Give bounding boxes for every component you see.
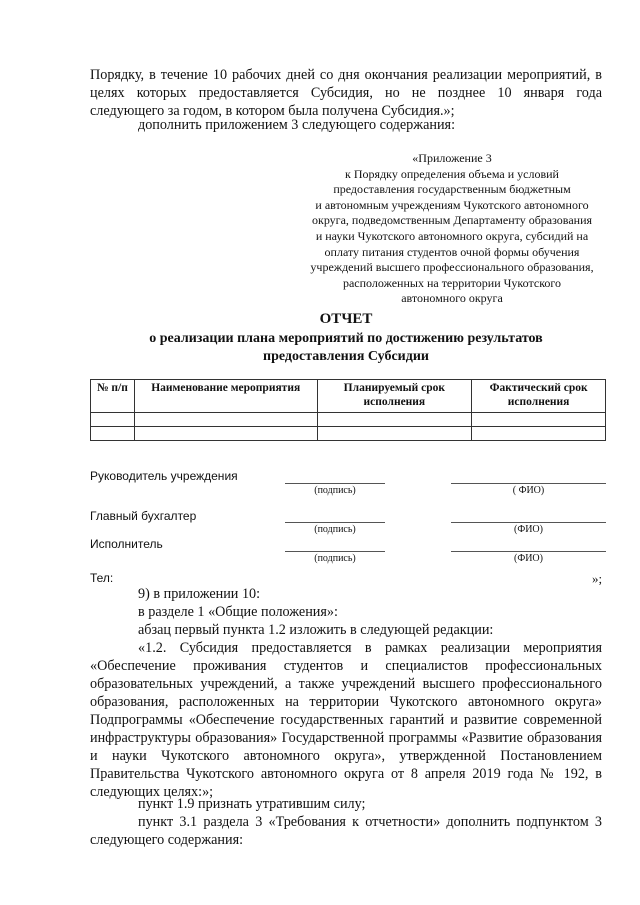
section-1-line: в разделе 1 «Общие положения»:: [138, 604, 338, 620]
point-3-1: пункт 3.1 раздела 3 «Требования к отчетности» дополнить подпунктом 3 следующего содержания:: [90, 814, 602, 848]
column-header-planned: Планируемый срок исполнения: [317, 380, 472, 413]
accountant-sign-caption: (подпись): [314, 524, 356, 535]
appendix-line: предоставления государственным бюджетным: [333, 182, 571, 197]
head-label: Руководитель учреждения: [90, 469, 238, 483]
appendix-line: расположенных на территории Чукотского: [342, 275, 562, 290]
head-sign-caption: (подпись): [314, 485, 356, 496]
table-cell[interactable]: [91, 427, 135, 441]
executor-fio-line[interactable]: [451, 551, 606, 552]
head-fio-caption: ( ФИО): [512, 485, 545, 496]
report-table: [90, 379, 606, 441]
report-subtitle-line2: предоставления Субсидии: [263, 349, 429, 364]
appendix-line: оплату питания студентов очной формы обучения: [324, 244, 580, 259]
point-1-9: пункт 1.9 признать утратившим силу;: [138, 796, 366, 812]
item-9: 9) в приложении 10:: [138, 586, 261, 602]
appendix-line: округа, подведомственным Департаменту образования: [311, 213, 593, 228]
head-fio-line[interactable]: [451, 483, 606, 484]
abzac-line: абзац первый пункта 1.2 изложить в следующей редакции:: [138, 622, 494, 638]
head-sign-line[interactable]: [285, 483, 385, 484]
appendix-line: и науки Чукотского автономного округа, субсидий на: [315, 228, 589, 243]
accountant-fio-caption: (ФИО): [513, 524, 543, 535]
executor-fio-caption: (ФИО): [513, 553, 543, 564]
column-header-number: № п/п: [91, 380, 135, 413]
accountant-fio-line[interactable]: [451, 522, 606, 523]
appendix-line: учреждений высшего профессионального образования,: [310, 260, 594, 275]
executor-sign-caption: (подпись): [314, 553, 356, 564]
accountant-sign-line[interactable]: [285, 522, 385, 523]
report-subtitle-line1: о реализации плана мероприятий по достижению результатов: [149, 331, 543, 346]
table-cell[interactable]: [134, 427, 317, 441]
table-cell[interactable]: [317, 427, 472, 441]
table-header-row: [91, 380, 606, 413]
table-row: [91, 427, 606, 441]
table-cell[interactable]: [472, 427, 606, 441]
appendix-block: [296, 151, 608, 307]
paragraph-1-2: «1.2. Субсидия предоставляется в рамках реализации мероприятия «Обеспечение проживания студентов и специалистов профессиональных образовательных учреждений, а также учреждений высшего профессионального образования, расположенных на территории Чукотского автономного округа» Подпрограммы «Обеспечение государственных гарантий и развитие современной инфраструктуры образования» Государственной программы «Развитие образования и науки Чукотского автономного округа», утвержденной Постановлением Правительства Чукотского автономного округа от 8 апреля 2019 года № 192, в следующих целях:»;: [90, 640, 602, 800]
closing-quote: »;: [592, 571, 603, 586]
executor-sign-line[interactable]: [285, 551, 385, 552]
table-cell[interactable]: [317, 413, 472, 427]
intro-paragraph: Порядку, в течение 10 рабочих дней со дня окончания реализации мероприятий, в целях которых предоставляется Субсидия, но не позднее 10 января года следующего за годом, в котором была получена Субсидия.»;: [90, 67, 602, 119]
column-header-activity: Наименование мероприятия: [134, 380, 317, 413]
executor-label: Исполнитель: [90, 537, 163, 551]
appendix-line: и автономным учреждениям Чукотского автономного: [315, 197, 589, 212]
column-header-actual: Фактический срок исполнения: [472, 380, 606, 413]
table-cell[interactable]: [91, 413, 135, 427]
appendix-line: «Приложение 3: [412, 151, 492, 165]
table-row: [91, 413, 606, 427]
supplement-line: дополнить приложением 3 следующего содержания:: [138, 117, 456, 133]
table-cell[interactable]: [134, 413, 317, 427]
appendix-line: к Порядку определения объема и условий: [345, 166, 559, 181]
accountant-label: Главный бухгалтер: [90, 509, 197, 523]
report-title: ОТЧЕТ: [319, 311, 373, 327]
tel-label: Тел:: [90, 571, 114, 585]
appendix-line: автономного округа: [401, 291, 503, 306]
table-cell[interactable]: [472, 413, 606, 427]
